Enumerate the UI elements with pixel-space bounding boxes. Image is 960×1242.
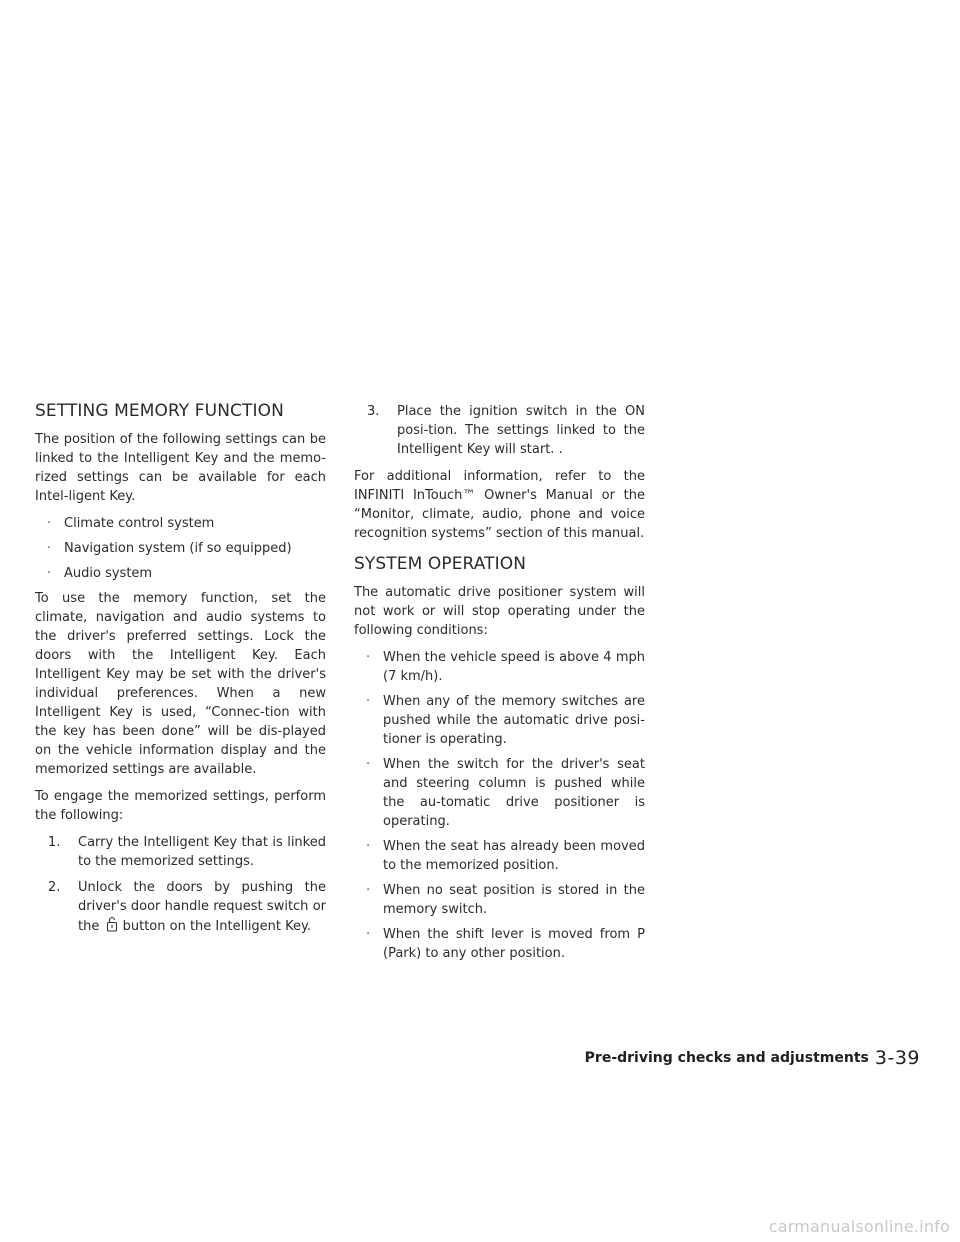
bullet-icon: · (366, 757, 371, 772)
heading-system-operation: SYSTEM OPERATION (354, 554, 527, 574)
step-number: 3. (367, 404, 380, 419)
list-item: · When the shift lever is moved from P (Park) to any other position. (366, 927, 645, 961)
bullet-icon: · (366, 694, 371, 709)
list-item: · Climate control system (47, 516, 215, 531)
unlock-key-icon (106, 916, 118, 932)
conditions-list (354, 648, 645, 963)
page-footer (585, 1047, 920, 1069)
list-item: · Navigation system (if so equipped) (47, 541, 292, 556)
heading-setting-memory-function: SETTING MEMORY FUNCTION (35, 401, 284, 421)
bullet-icon: · (47, 566, 52, 581)
engage-steps-list (35, 833, 326, 936)
intro-paragraph: The position of the following settings can be linked to the Intelligent Key and the memo-rized settings can be available for each Intel-ligent Key. (35, 432, 326, 504)
bullet-icon: · (366, 883, 371, 898)
engage-steps-list-continued (354, 402, 645, 459)
bullet-icon: · (47, 541, 52, 556)
step-text: Place the ignition switch in the ON posi-tion. The settings linked to the Intelligent Key will start. . (397, 404, 645, 457)
step-text: Carry the Intelligent Key that is linked to the memorized settings. (78, 835, 326, 869)
bullet-icon: · (366, 650, 371, 665)
step-item (48, 833, 326, 871)
usage-paragraph: To use the memory function, set the climate, navigation and audio systems to the driver's preferred settings. Lock the doors with the Intelligent Key. Each Intelligent Key may be set with the driver's individual preferences. When a new Intelligent Key is used, “Connec-tion with the key has been done” will be dis-played on the vehicle information display and the memorized settings are available. (35, 591, 326, 777)
list-item: · When the switch for the driver's seat and steering column is pushed while the au-tomatic drive positioner is operating. (366, 757, 645, 829)
system-operation-paragraph: The automatic drive positioner system will not work or will stop operating under the following conditions: (354, 585, 645, 638)
watermark-link[interactable]: carmanualsonline.info (768, 1217, 950, 1236)
list-item: · When the seat has already been moved to the memorized position. (366, 839, 645, 873)
memory-settings-list (35, 514, 326, 583)
step-number: 1. (48, 835, 61, 850)
list-item: · When no seat position is stored in the memory switch. (366, 883, 645, 917)
section-title: Pre-driving checks and adjustments (584, 1050, 869, 1066)
list-item: · Audio system (47, 566, 153, 581)
page-number: 3-39 (874, 1047, 920, 1069)
step-text-after-icon: button on the Intelligent Key. (122, 919, 311, 934)
list-item: · When the vehicle speed is above 4 mph (7 km/h). (366, 650, 645, 684)
right-column (354, 402, 645, 969)
additional-info-paragraph: For additional information, refer to the INFINITI InTouch™ Owner's Manual or the “Monitor, climate, audio, phone and voice recognition systems” section of this manual. (354, 469, 645, 541)
step-text-before-icon: Unlock the doors by pushing the driver's door handle request switch or the (78, 880, 326, 934)
bullet-icon: · (366, 839, 371, 854)
step-item (48, 878, 326, 936)
step-item (367, 402, 645, 459)
bullet-icon: · (47, 516, 52, 531)
list-item: · When any of the memory switches are pushed while the automatic drive posi-tioner is operating. (366, 694, 645, 747)
engage-paragraph: To engage the memorized settings, perform the following: (35, 789, 326, 823)
left-column (35, 400, 326, 944)
bullet-icon: · (366, 927, 371, 942)
step-number: 2. (48, 880, 61, 895)
